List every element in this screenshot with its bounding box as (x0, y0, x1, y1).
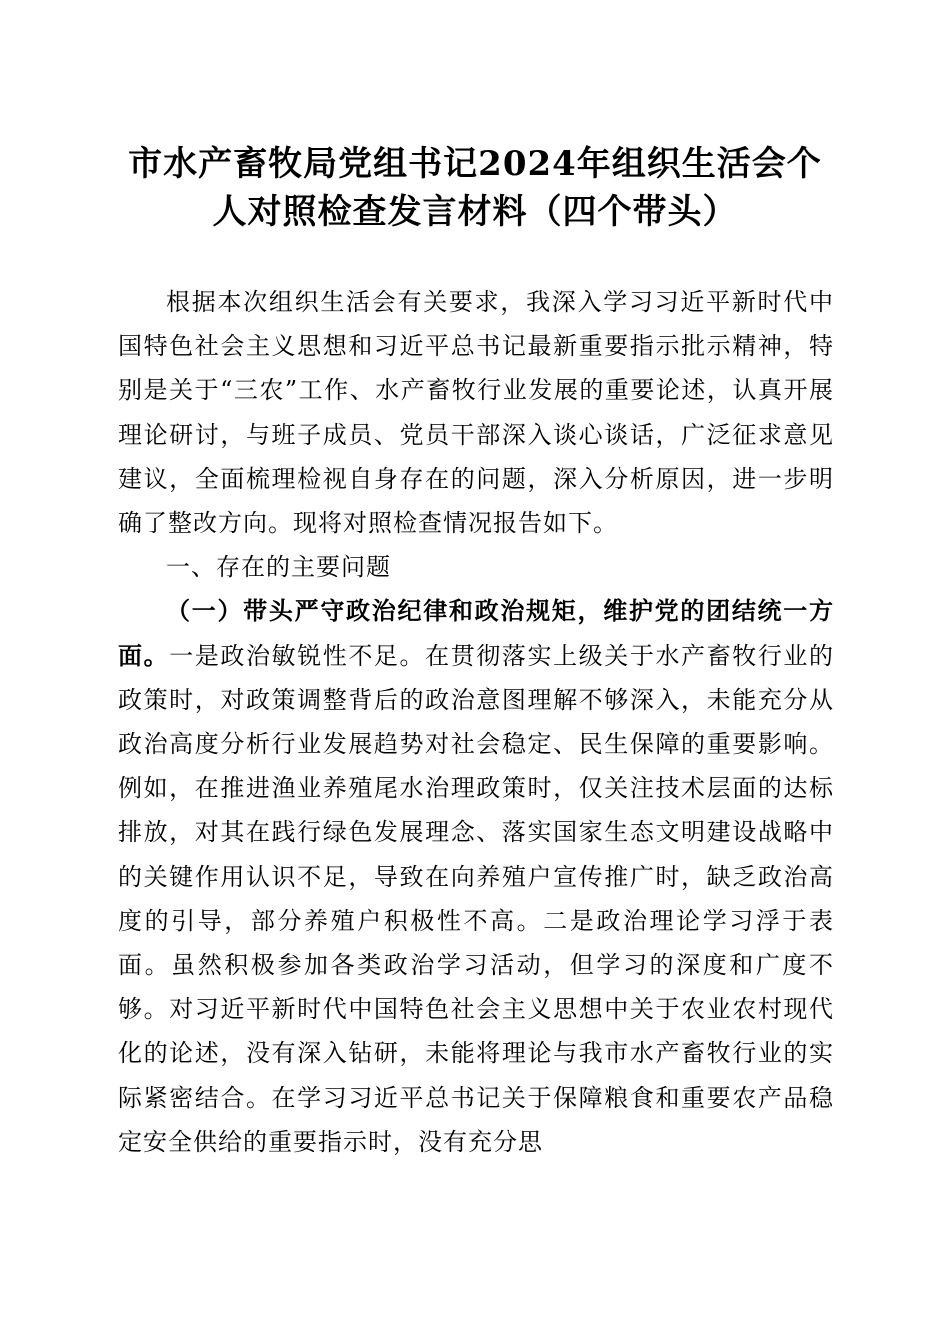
title-line-2: 人对照检查发言材料（四个带头） (212, 192, 738, 232)
intro-paragraph: 根据本次组织生活会有关要求，我深入学习习近平新时代中国特色社会主义思想和习近平总书记最新重要指示批示精神，特别是关于“三农”工作、水产畜牧行业发展的重要论述，认真开展理论研讨，与班子成员、党员干部深入谈心谈话，广泛征求意见建议，全面梳理检视自身存在的问题，深入分析原因，进一步明确了整改方向。现将对照检查情况报告如下。 (118, 288, 834, 538)
section-heading-problems: 一、存在的主要问题 (166, 553, 391, 582)
subsection-paragraph (118, 589, 834, 1164)
document-title (110, 140, 840, 236)
subsection-body: 一是政治敏锐性不足。在贯彻落实上级关于水产畜牧行业的政策时，对政策调整背后的政治意图理解不够深入，未能充分从政治高度分析行业发展趋势对社会稳定、民生保障的重要影响。例如，在推进渔业养殖尾水治理政策时，仅关注技术层面的达标排放，对其在践行绿色发展理念、落实国家生态文明建设战略中的关键作用认识不足，导致在向养殖户宣传推广时，缺乏政治高度的引导，部分养殖户积极性不高。二是政治理论学习浮于表面。虽然积极参加各类政治学习活动，但学习的深度和广度不够。对习近平新时代中国特色社会主义思想中关于农业农村现代化的论述，没有深入钻研，未能将理论与我市水产畜牧行业的实际紧密结合。在学习习近平总书记关于保障粮食和重要农产品稳定安全供给的重要指示时，没有充分思 (118, 641, 835, 1156)
title-line-1: 市水产畜牧局党组书记2024年组织生活会个 (128, 144, 822, 184)
subsection-lead: （一）带头严守政治纪律和政治规矩，维护党的团结统一方面。 (118, 596, 834, 670)
document-body (118, 280, 834, 1164)
